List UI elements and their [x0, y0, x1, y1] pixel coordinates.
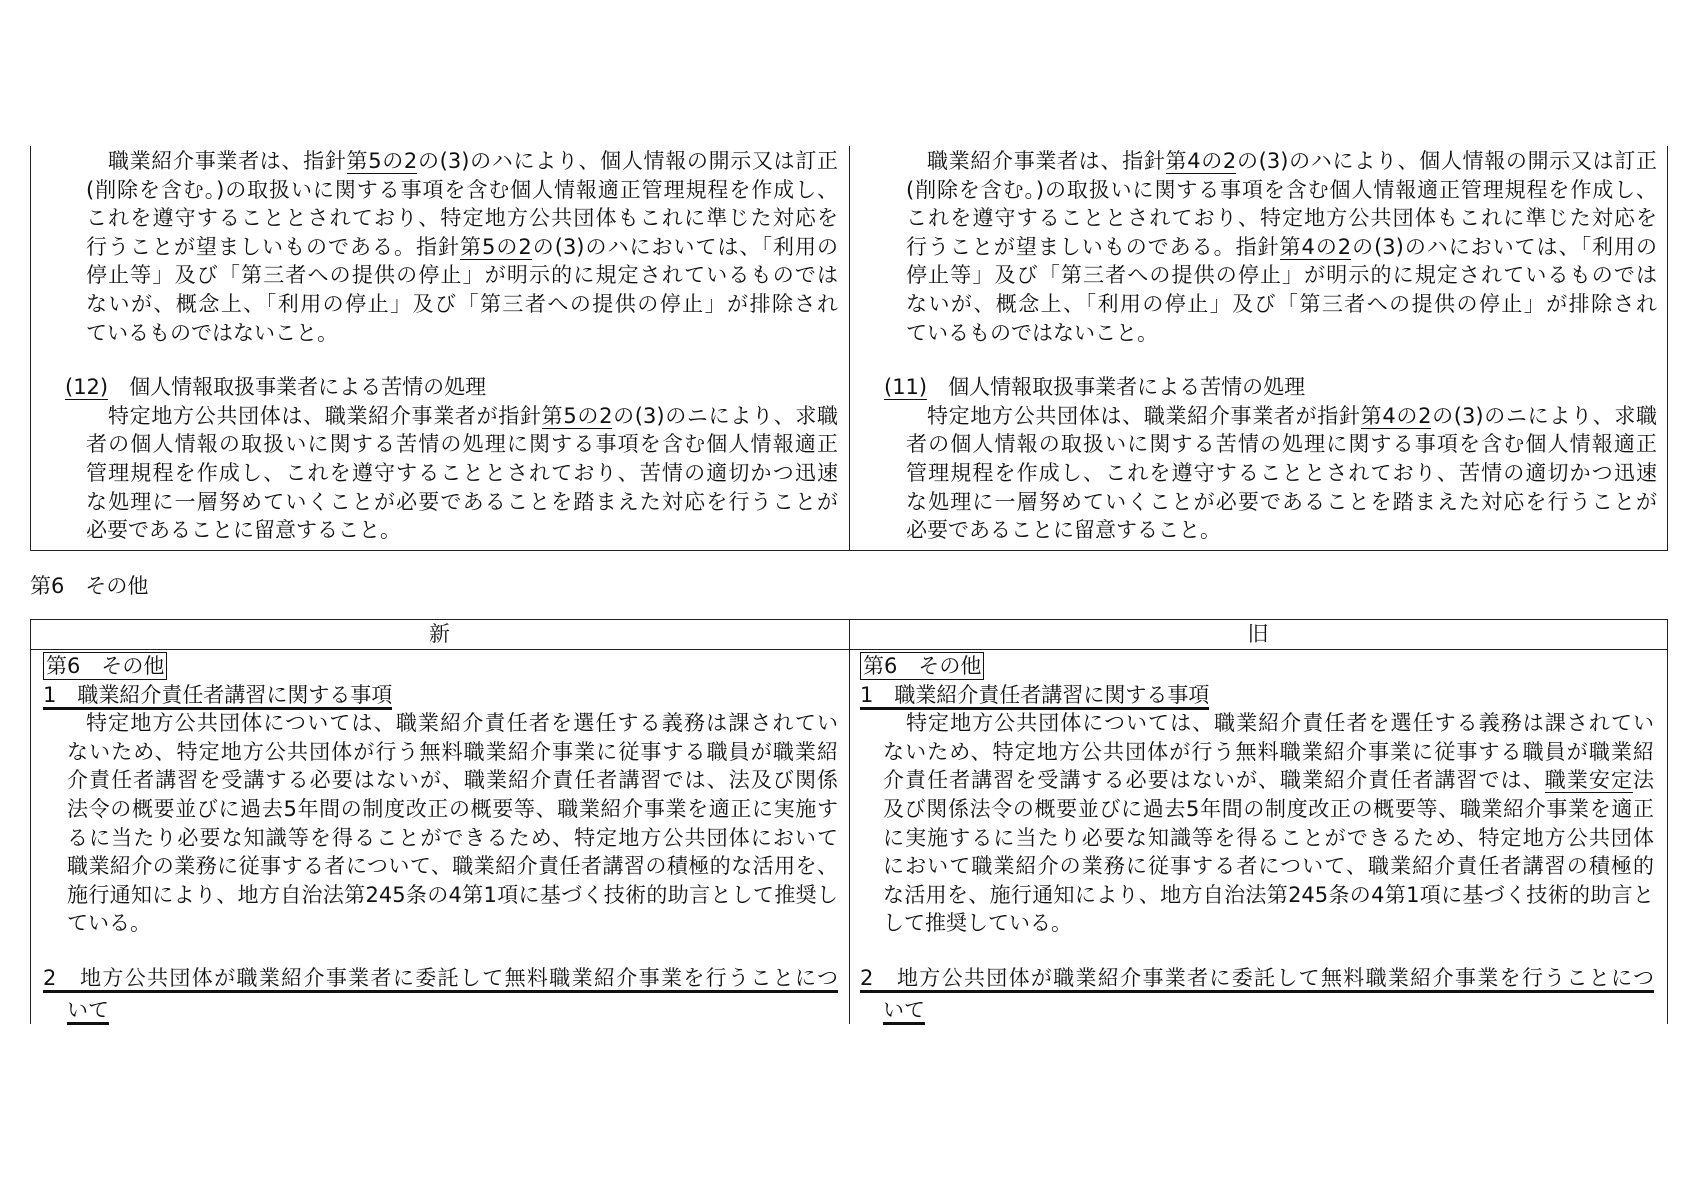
text-segment: (削除を含む。)の取扱いに関する事項を含む個人情報適正管理規程を作成し、: [906, 177, 1657, 202]
underlined-text: 第5の2: [460, 234, 532, 259]
text-segment: 個人情報取扱事業者による苦情の処理: [927, 375, 1306, 400]
column-header-new: 新: [429, 622, 450, 646]
text-segment: の(3)のハにおいては、「利用の: [531, 234, 838, 259]
text-segment: の(3)のニにより、求職: [612, 403, 838, 428]
text-segment: の(3)のハにより、個人情報の開示又は訂正: [417, 149, 838, 173]
text-segment: 者の個人情報の取扱いに関する苦情の処理に関する事項を含む個人情報適正: [86, 432, 838, 457]
text-segment: ないため、特定地方公共団体が行う無料職業紹介事業に従事する職員が職業紹: [883, 739, 1654, 764]
text-line: [883, 852, 1654, 881]
underlined-text: (11): [884, 375, 928, 400]
text-segment: に実施するに当たり必要な知識等を得ることができるため、特定地方公共団体: [883, 825, 1654, 850]
section-title: 第6 その他: [30, 574, 149, 598]
text-line: [927, 147, 1657, 176]
text-segment: の(3)のニにより、求職: [1431, 403, 1657, 428]
text-segment: 管理規程を作成し、これを遵守することとされており、苦情の適切かつ迅速: [906, 460, 1657, 485]
text-segment: ないが、概念上、「利用の停止」及び「第三者への提供の停止」が排除され: [906, 291, 1657, 316]
text-segment: 法: [1633, 768, 1654, 793]
text-segment: 者の個人情報の取扱いに関する苦情の処理に関する事項を含む個人情報適正: [906, 432, 1657, 457]
text-segment: 特定地方公共団体は、職業紹介事業者が指針: [927, 403, 1361, 428]
text-line: [906, 516, 1657, 545]
text-segment: 2 地方公共団体が職業紹介事業者に委託して無料職業紹介事業を行うことにつ: [860, 965, 1654, 990]
text-line: [883, 824, 1654, 853]
text-segment: ている。: [67, 911, 151, 936]
blank-line: [906, 347, 1657, 373]
text-segment: これを遵守することとされており、特定地方公共団体もこれに準じた対応を: [906, 206, 1657, 231]
text-segment: ないため、特定地方公共団体が行う無料職業紹介事業に従事する職員が職業紹: [67, 739, 838, 764]
underlined-text: 第4の2: [1165, 149, 1237, 173]
text-segment: 第6 その他: [46, 654, 165, 678]
text-segment: これを遵守することとされており、特定地方公共団体もこれに準じた対応を: [86, 206, 838, 231]
text-line: [906, 204, 1657, 233]
text-line: [883, 766, 1654, 795]
underlined-text: 第5の2: [346, 149, 418, 173]
text-segment: るに当たり必要な知識等を得ることができるため、特定地方公共団体において: [67, 825, 838, 850]
text-segment: 停止等」及び「第三者への提供の停止」が明示的に規定されているものでは: [906, 263, 1657, 288]
text-segment: 職業紹介の業務に従事する者について、職業紹介責任者講習の積極的な活用を、: [67, 854, 838, 879]
text-segment: 個人情報取扱事業者による苦情の処理: [108, 375, 487, 400]
text-segment: 特定地方公共団体については、職業紹介責任者を選任する義務は課されてい: [906, 711, 1654, 736]
text-line: [883, 996, 1654, 1025]
text-segment: な処理に一層努めていくことが必要であることを踏まえた対応を行うことが: [906, 489, 1657, 514]
underlined-text: 第4の2: [1360, 403, 1432, 428]
text-segment: において職業紹介の業務に従事する者について、職業紹介責任者講習の積極的: [883, 854, 1654, 879]
underlined-text: (12): [65, 375, 109, 400]
text-line: [906, 261, 1657, 290]
text-line: [883, 795, 1654, 824]
text-segment: ているものではないこと。: [86, 320, 338, 345]
underlined-text: 1 職業紹介責任者講習に関する事項: [860, 683, 1209, 710]
text-segment: 必要であることに留意すること。: [86, 518, 401, 543]
top-table-bottom-border: [30, 550, 1668, 551]
text-segment: な活用を、施行通知により、地方自治法第245条の4第1項に基づく技術的助言と: [883, 882, 1654, 907]
text-line: [906, 488, 1657, 517]
text-segment: 2 地方公共団体が職業紹介事業者に委託して無料職業紹介事業を行うことにつ: [43, 965, 838, 990]
text-segment: の(3)のハにおいては、「利用の: [1351, 234, 1657, 259]
column-header-old: 旧: [1247, 622, 1269, 646]
text-segment: 特定地方公共団体は、職業紹介事業者が指針: [108, 403, 542, 428]
text-segment: して推奨している。: [883, 911, 1072, 936]
bottom-old-column: [0, 652, 1654, 1024]
text-segment: 行うことが望ましいものである。指針: [86, 234, 461, 259]
text-segment: 及び関係法令の概要並びに過去5年間の制度改正の概要等、職業紹介事業を適正: [883, 796, 1654, 821]
text-segment: 介責任者講習を受講する必要はないが、職業紹介責任者講習では、法及び関係: [67, 768, 838, 793]
text-segment: 特定地方公共団体については、職業紹介責任者を選任する義務は課されてい: [86, 711, 838, 736]
text-line: [906, 176, 1657, 205]
text-segment: (削除を含む。)の取扱いに関する事項を含む個人情報適正管理規程を作成し、: [86, 177, 838, 202]
text-line: [883, 738, 1654, 767]
text-segment: な処理に一層努めていくことが必要であることを踏まえた対応を行うことが: [86, 489, 838, 514]
underlined-text: 1 職業紹介責任者講習に関する事項: [43, 683, 392, 710]
text-segment: 第6 その他: [863, 654, 982, 678]
text-segment: 管理規程を作成し、これを遵守することとされており、苦情の適切かつ迅速: [86, 460, 838, 485]
text-line: [883, 909, 1654, 938]
section-heading: [860, 681, 1654, 710]
text-segment: 職業紹介事業者は、指針: [108, 149, 347, 173]
blank-line: [883, 938, 1654, 964]
underlined-text: 第5の2: [541, 403, 613, 428]
text-line: [906, 459, 1657, 488]
text-segment: 職業紹介事業者は、指針: [927, 149, 1166, 173]
text-segment: 必要であることに留意すること。: [906, 518, 1221, 543]
top-old-column: [0, 147, 1657, 545]
underlined-text: 職業安定: [1544, 768, 1634, 793]
underlined-text: いて: [883, 998, 925, 1025]
text-line: [906, 233, 1657, 262]
text-line: [927, 402, 1657, 431]
bottom-table-right-border: [1667, 619, 1668, 1024]
text-segment: 停止等」及び「第三者への提供の停止」が明示的に規定されているものでは: [86, 263, 838, 288]
text-segment: ているものではないこと。: [906, 320, 1158, 345]
underlined-text: いて: [67, 998, 109, 1025]
text-line: [860, 652, 1654, 681]
text-line: [906, 709, 1654, 738]
text-segment: 介責任者講習を受講する必要はないが、職業紹介責任者講習では、: [883, 768, 1545, 793]
text-line: [906, 319, 1657, 348]
boxed-section-label: [860, 652, 984, 680]
section-heading: [884, 373, 1657, 402]
text-segment: 行うことが望ましいものである。指針: [906, 234, 1280, 259]
text-line: [883, 881, 1654, 910]
section-heading: [860, 964, 1654, 993]
text-line: [906, 290, 1657, 319]
text-line: [906, 430, 1657, 459]
top-table-right-border: [1667, 146, 1668, 551]
text-segment: ないが、概念上、「利用の停止」及び「第三者への提供の停止」が排除され: [86, 291, 838, 316]
text-segment: 法令の概要並びに過去5年間の制度改正の概要等、職業紹介事業を適正に実施す: [67, 796, 838, 821]
text-segment: の(3)のハにより、個人情報の開示又は訂正: [1236, 149, 1657, 173]
text-segment: 施行通知により、地方自治法第245条の4第1項に基づく技術的助言として推奨し: [67, 882, 838, 907]
underlined-text: 第4の2: [1279, 234, 1352, 259]
